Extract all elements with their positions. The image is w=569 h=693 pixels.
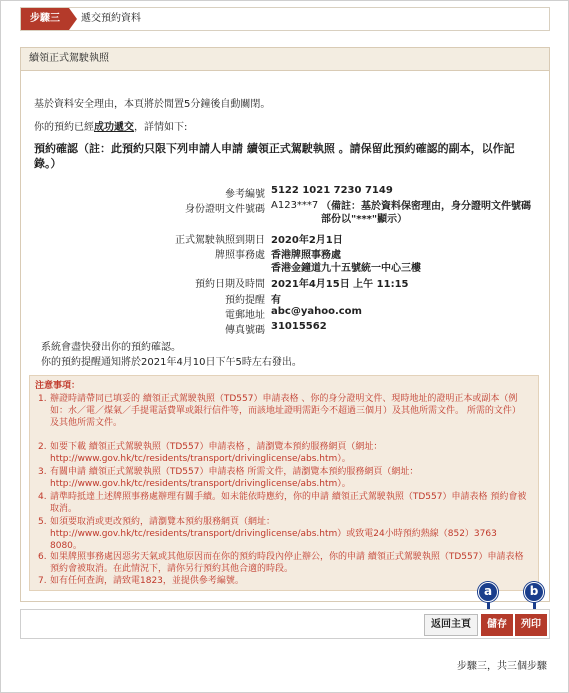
detail-value: 31015562 <box>271 321 327 332</box>
note-text: 請準時抵達上述牌照事務處辦理有關手續。如未能依時應約，你的申請 續領正式駕駛執照（TD557）申請表格 預約會被取消。 <box>50 492 527 514</box>
detail-row-email <box>21 306 549 319</box>
submitted-emphasis: 成功遞交 <box>94 122 134 133</box>
detail-label: 正式駕駛執照到期日 <box>175 235 265 246</box>
detail-value: 有 <box>271 295 281 306</box>
detail-value: 2021年4月15日 上午 11:15 <box>271 279 409 290</box>
detail-value: 2020年2月1日 <box>271 235 343 246</box>
notes-title: 注意事項： <box>35 381 81 391</box>
after-line-1: 系統會盡快發出你的預約確認。 <box>41 342 181 353</box>
detail-row-reference <box>21 185 549 198</box>
note-number: 2. <box>38 442 47 452</box>
detail-row-reminder <box>21 291 549 304</box>
detail-label: 電郵地址 <box>225 310 265 321</box>
badge-b: b <box>524 582 544 602</box>
note-number: 7. <box>38 576 47 586</box>
note-text: 辦證時請帶同已填妥的 續領正式駕駛執照（TD557）申請表格 、你的身分證明文件、現時地址的證明正本或副本（例如：水／電／煤氣／手提電話費單或銀行信件等，而該地址證明需距今不超過三個月）及其他所需文件。 所需的文件）及其他所需文件。 <box>50 394 521 428</box>
detail-row-id <box>21 200 549 225</box>
detail-label: 預約日期及時間 <box>195 279 265 290</box>
detail-value: 5122 1021 7230 7149 <box>271 185 393 196</box>
submitted-line <box>34 118 187 133</box>
detail-value: A123***7 <box>271 200 319 211</box>
note-number: 6. <box>38 552 47 562</box>
detail-label: 傳真號碼 <box>225 325 265 336</box>
notes-box <box>29 375 539 591</box>
detail-label: 牌照事務處 <box>215 250 265 261</box>
note-number: 5. <box>38 517 47 527</box>
save-button[interactable]: 儲存 <box>481 614 513 636</box>
detail-value-address: 香港金鐘道九十五號統一中心三樓 <box>271 263 421 274</box>
note-number: 3. <box>38 467 47 477</box>
confirmation-heading: 預約確認（註：此預約只限下列申請人申請 續領正式駕駛執照 。請保留此預約確認的副本，以作記錄。） <box>34 142 515 170</box>
step-title: 遞交預約資料 <box>81 13 141 24</box>
detail-row-fax <box>21 321 549 334</box>
security-notice: 基於資料安全理由，本頁將於閒置5分鐘後自動關閉。 <box>34 99 271 110</box>
note-number: 1. <box>38 394 47 404</box>
main-panel <box>20 47 550 602</box>
step-indicator <box>20 7 550 31</box>
detail-row-datetime <box>21 275 549 288</box>
detail-value: abc@yahoo.com <box>271 306 362 317</box>
note-text: 如須要取消或更改預約，請瀏覽本預約服務網頁（網址： http://www.gov.hk/tc/residents/transport/drivinglicense/abs.htm）或致電24小時預約熱線（852）3763 8080。 <box>50 517 497 551</box>
step-tag: 步驟三 <box>21 8 69 30</box>
action-bar <box>20 609 550 639</box>
badge-a: a <box>478 582 498 602</box>
step-footer: 步驟三，共三個步驟 <box>457 661 547 672</box>
id-privacy-note: （備註：基於資料保密理由，身分證明文件號碼部份以"***"顯示） <box>321 201 531 225</box>
note-text: 如果牌照事務處因惡劣天氣或其他原因而在你的預約時段內停止辦公，你的申請 續領正式駕駛執照（TD557）申請表格 預約會被取消。在此情況下，請你另行預約其他合適的時段。 <box>50 552 524 574</box>
note-text: 如要下載 續領正式駕駛執照（TD557）申請表格 ，請瀏覽本預約服務網頁（網址： http://www.gov.hk/tc/residents/transport/drivinglicense/abs.htm）。 <box>50 442 383 464</box>
detail-label: 身份證明文件號碼 <box>185 204 265 215</box>
detail-label: 預約提醒 <box>225 295 265 306</box>
detail-value: 香港牌照事務處 <box>271 250 341 261</box>
detail-label: 參考編號 <box>225 189 265 200</box>
detail-row-office <box>21 246 549 272</box>
after-line-2: 你的預約提醒通知將於2021年4月10日下午5時左右發出。 <box>41 357 302 368</box>
note-text: 有關申請 續領正式駕駛執照（TD557）申請表格 所需文件，請瀏覽本預約服務網頁（網址： http://www.gov.hk/tc/residents/transport/drivinglicense/abs.htm）。 <box>50 467 419 489</box>
submitted-suffix: ，詳情如下: <box>134 122 188 133</box>
print-button[interactable]: 列印 <box>515 614 547 636</box>
note-number: 4. <box>38 492 47 502</box>
detail-row-expiry <box>21 231 549 244</box>
home-button[interactable]: 返回主頁 <box>424 614 478 636</box>
submitted-prefix: 你的預約已經 <box>34 122 94 133</box>
panel-header: 續領正式駕駛執照 <box>21 48 549 71</box>
note-text: 如有任何查詢，請致電1823，並提供參考編號。 <box>50 576 244 586</box>
